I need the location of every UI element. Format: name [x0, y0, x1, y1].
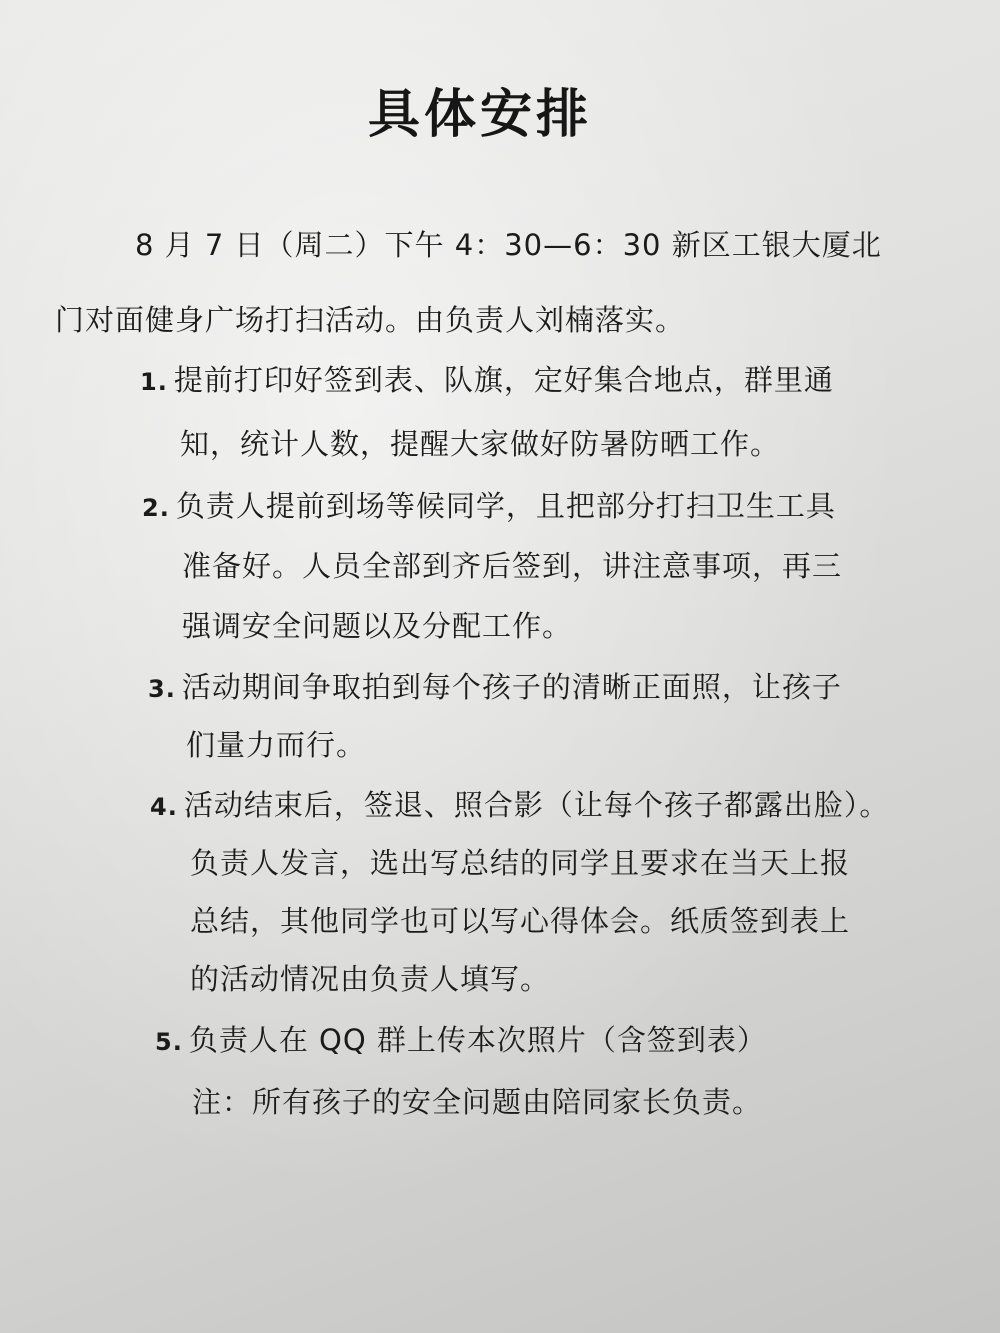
list-item-1-continuation: 知，统计人数，提醒大家做好防暑防晒工作。: [180, 427, 781, 461]
note-text: 注：所有孩子的安全问题由陪同家长负责。: [192, 1085, 763, 1119]
list-item-2-continuation-2: 强调安全问题以及分配工作。: [182, 609, 573, 643]
list-item-number: 2.: [142, 494, 170, 522]
list-item-4-continuation-3: 的活动情况由负责人填写。: [190, 962, 551, 996]
list-item-2: [142, 486, 836, 528]
list-item-text: 提前打印好签到表、队旗，定好集合地点，群里通: [173, 363, 834, 397]
list-item-3-continuation: 们量力而行。: [186, 728, 367, 762]
intro-line-2: 门对面健身广场打扫活动。由负责人刘楠落实。: [55, 303, 686, 337]
list-item-4: [150, 785, 889, 827]
list-item-number: 1.: [140, 368, 168, 396]
list-item-text: 活动期间争取拍到每个孩子的清晰正面照，让孩子: [181, 670, 842, 704]
list-item-5: [155, 1020, 767, 1062]
list-item-text: 负责人提前到场等候同学，且把部分打扫卫生工具: [175, 489, 836, 523]
list-item-2-continuation-1: 准备好。人员全部到齐后签到，讲注意事项，再三: [182, 549, 843, 583]
list-item-3: [148, 667, 842, 709]
intro-line-1: 8 月 7 日（周二）下午 4：30—6：30 新区工银大厦北: [135, 228, 882, 262]
list-item-1: [140, 360, 834, 402]
list-item-text: 活动结束后，签退、照合影（让每个孩子都露出脸）。: [183, 788, 890, 822]
document-title: 具体安排: [367, 84, 592, 145]
list-item-number: 3.: [148, 675, 176, 703]
list-item-4-continuation-1: 负责人发言，选出写总结的同学且要求在当天上报: [190, 846, 851, 880]
list-item-number: 4.: [150, 793, 178, 821]
list-item-4-continuation-2: 总结，其他同学也可以写心得体会。纸质签到表上: [190, 904, 851, 938]
list-item-number: 5.: [155, 1028, 183, 1056]
list-item-text: 负责人在 QQ 群上传本次照片（含签到表）: [188, 1023, 767, 1057]
